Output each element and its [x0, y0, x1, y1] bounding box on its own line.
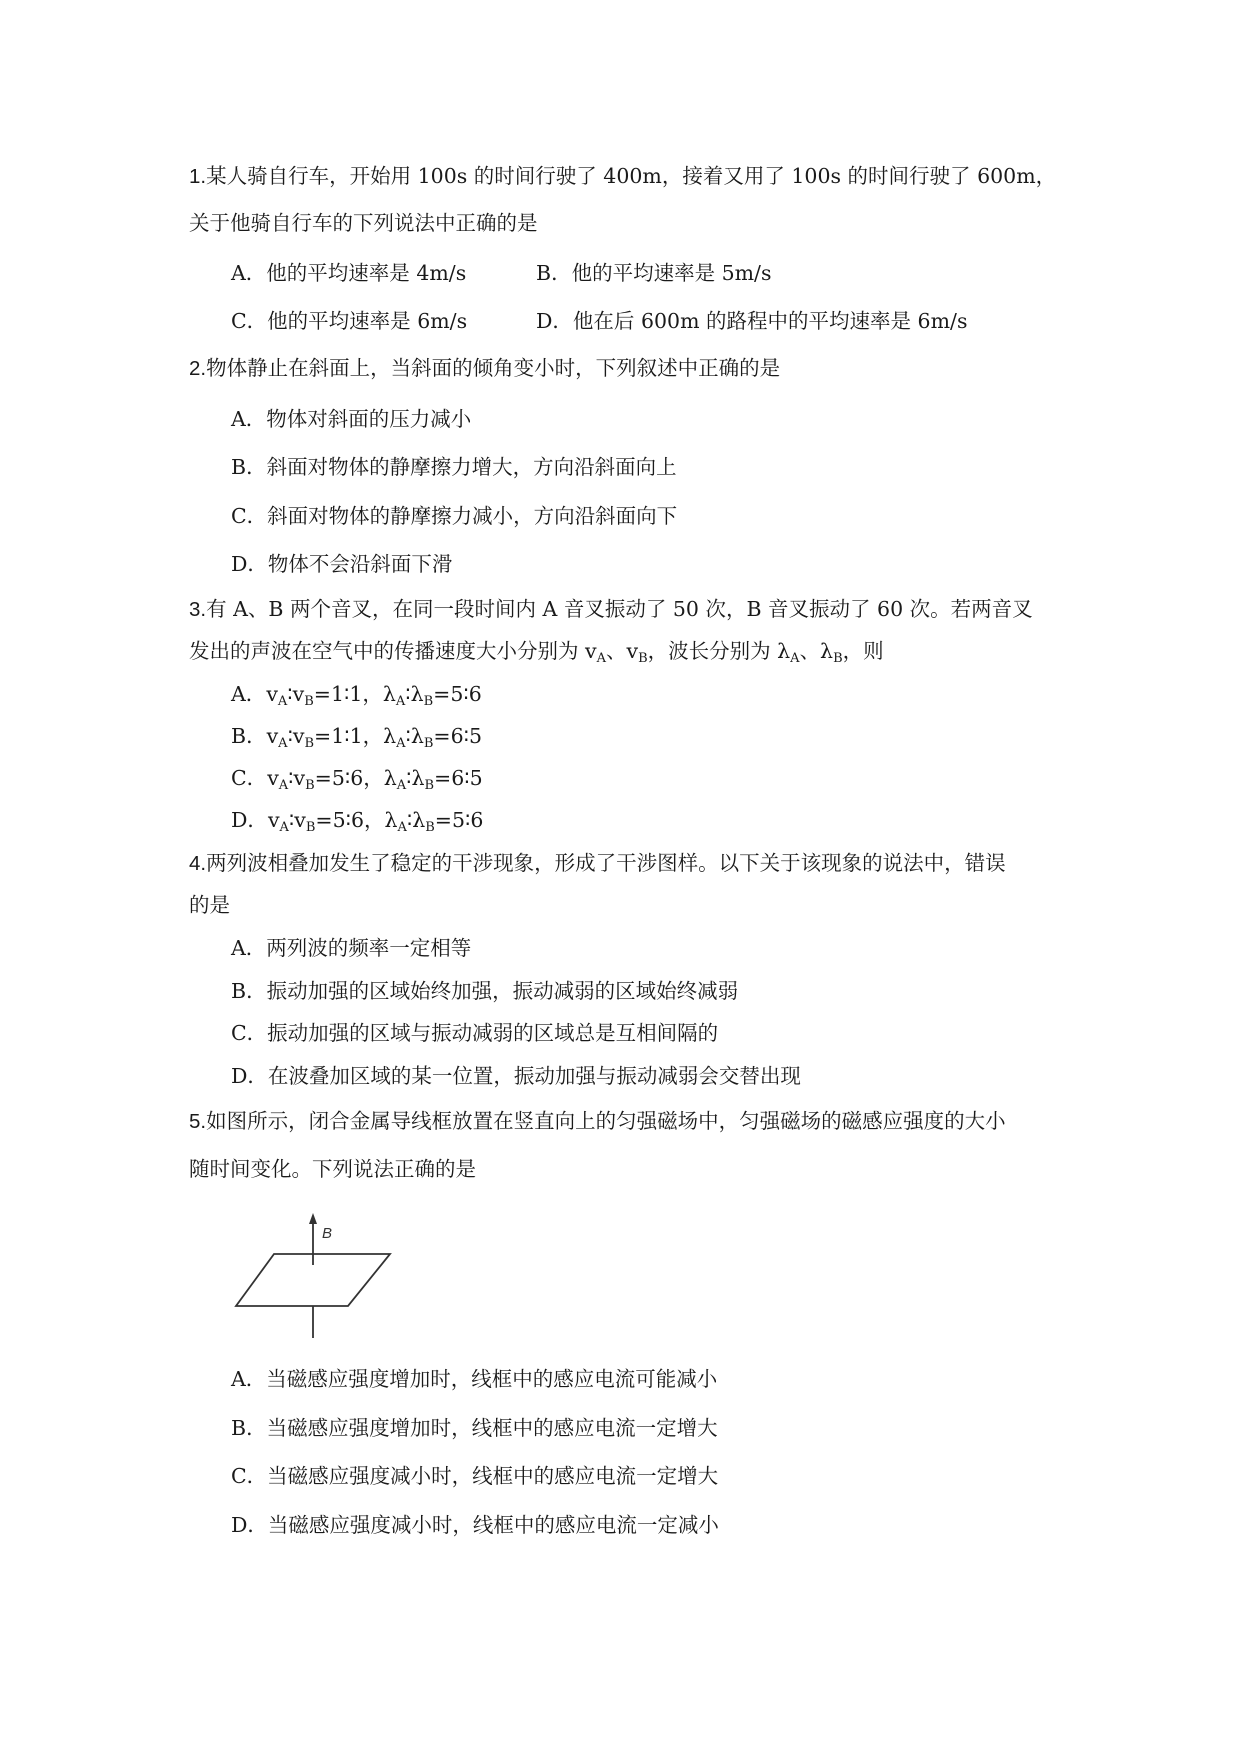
question-4-option-a[interactable]: A．两列波的频率一定相等	[231, 936, 472, 960]
question-3-option-c[interactable]: C．$v_A∶v_B=5∶6$，$\lambda_A∶\lambda_B=6∶5$	[231, 766, 483, 793]
question-3-stem-line-2: 发出的声波在空气中的传播速度大小分别为 $v_A$、$v_B$，波长分别为 $\lambda_A$、$\lambda_B$，则	[189, 639, 884, 666]
question-5-option-a[interactable]: A．当磁感应强度增加时，线框中的感应电流可能减小	[231, 1367, 718, 1391]
question-4-stem-line-2: 的是	[189, 893, 230, 917]
question-2-option-b[interactable]: B．斜面对物体的静摩擦力增大，方向沿斜面向上	[231, 455, 677, 479]
question-3-option-b[interactable]: B．$v_A∶v_B=1∶1$，$\lambda_A∶\lambda_B=6∶5$	[231, 724, 483, 751]
question-5-stem-line-1: 5.如图所示，闭合金属导线框放置在竖直向上的匀强磁场中，匀强磁场的磁感应强度的大小	[189, 1109, 1006, 1133]
question-4-option-c[interactable]: C．振动加强的区域与振动减弱的区域总是互相间隔的	[231, 1021, 719, 1045]
question-1-option-d[interactable]: D．他在后 600m 的路程中的平均速率是 6m/s	[536, 309, 968, 333]
question-1-stem-line-2: 关于他骑自行车的下列说法中正确的是	[189, 211, 538, 235]
question-5-option-b[interactable]: B．当磁感应强度增加时，线框中的感应电流一定增大	[231, 1416, 718, 1440]
question-2-option-a[interactable]: A．物体对斜面的压力减小	[231, 407, 472, 431]
question-2-option-c[interactable]: C．斜面对物体的静摩擦力减小，方向沿斜面向下	[231, 504, 678, 528]
question-1-option-b[interactable]: B．他的平均速率是 5m/s	[536, 261, 772, 285]
question-4-option-b[interactable]: B．振动加强的区域始终加强，振动减弱的区域始终减弱	[231, 979, 739, 1003]
question-number: 1.	[189, 165, 207, 188]
arrow-up-icon	[309, 1213, 317, 1224]
question-4-stem-line-1: 4.两列波相叠加发生了稳定的干涉现象，形成了干涉图样。以下关于该现象的说法中，错误	[189, 851, 1006, 875]
question-1-stem-line-1: 1.某人骑自行车，开始用 100s 的时间行驶了 400m，接着又用了 100s 的时间行驶了 600m，	[189, 164, 1057, 188]
question-2-option-d[interactable]: D．物体不会沿斜面下滑	[231, 552, 453, 576]
question-1-option-a[interactable]: A．他的平均速率是 4m/s	[231, 261, 467, 285]
question-number: 4.	[189, 852, 207, 875]
question-number: 2.	[189, 357, 207, 380]
question-5-option-c[interactable]: C．当磁感应强度减小时，线框中的感应电流一定增大	[231, 1464, 719, 1488]
magnetic-field-figure	[230, 1212, 400, 1342]
question-3-option-d[interactable]: D．$v_A∶v_B=5∶6$，$\lambda_A∶\lambda_B=5∶6$	[231, 808, 484, 835]
question-5-stem-line-2: 随时间变化。下列说法正确的是	[189, 1157, 476, 1181]
question-5-option-d[interactable]: D．当磁感应强度减小时，线框中的感应电流一定减小	[231, 1513, 719, 1537]
question-2-stem: 2.物体静止在斜面上，当斜面的倾角变小时，下列叙述中正确的是	[189, 356, 781, 380]
question-number: 5.	[189, 1110, 207, 1133]
field-label: B	[322, 1225, 333, 1242]
question-3-option-a[interactable]: A．$v_A∶v_B=1∶1$，$\lambda_A∶\lambda_B=5∶6$	[231, 682, 482, 709]
question-4-option-d[interactable]: D．在波叠加区域的某一位置，振动加强与振动减弱会交替出现	[231, 1064, 801, 1088]
question-number: 3.	[189, 598, 207, 621]
question-3-stem-line-1: 3.有 A、B 两个音叉，在同一段时间内 A 音叉振动了 50 次，B 音叉振动了 60 次。若两音叉	[189, 597, 1033, 621]
question-1-option-c[interactable]: C．他的平均速率是 6m/s	[231, 309, 468, 333]
